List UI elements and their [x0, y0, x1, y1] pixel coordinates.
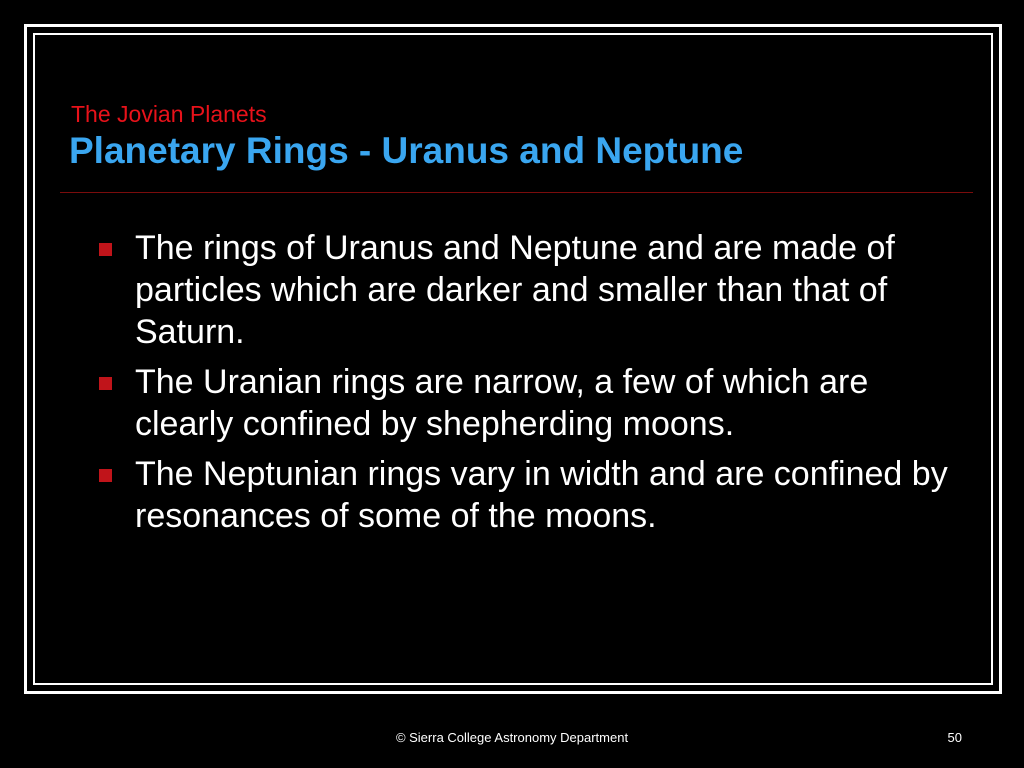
bullet-list: [98, 227, 948, 545]
bullet-text: The Neptunian rings vary in width and are confined by resonances of some of the moons.: [135, 455, 948, 535]
bullet-text: The Uranian rings are narrow, a few of which are clearly confined by shepherding moons.: [135, 363, 869, 443]
slide-number: 50: [947, 730, 962, 745]
title-divider: [60, 192, 973, 193]
bullet-text: The rings of Uranus and Neptune and are made of particles which are darker and smaller than that of Saturn.: [135, 229, 895, 351]
bullet-item: [98, 453, 948, 537]
bullet-item: [98, 361, 948, 445]
square-bullet-icon: [99, 377, 112, 390]
square-bullet-icon: [99, 243, 112, 256]
slide-supertitle: The Jovian Planets: [71, 101, 267, 127]
square-bullet-icon: [99, 469, 112, 482]
footer-copyright: © Sierra College Astronomy Department: [395, 730, 629, 745]
bullet-item: [98, 227, 948, 353]
slide-title: Planetary Rings - Uranus and Neptune: [69, 130, 744, 171]
